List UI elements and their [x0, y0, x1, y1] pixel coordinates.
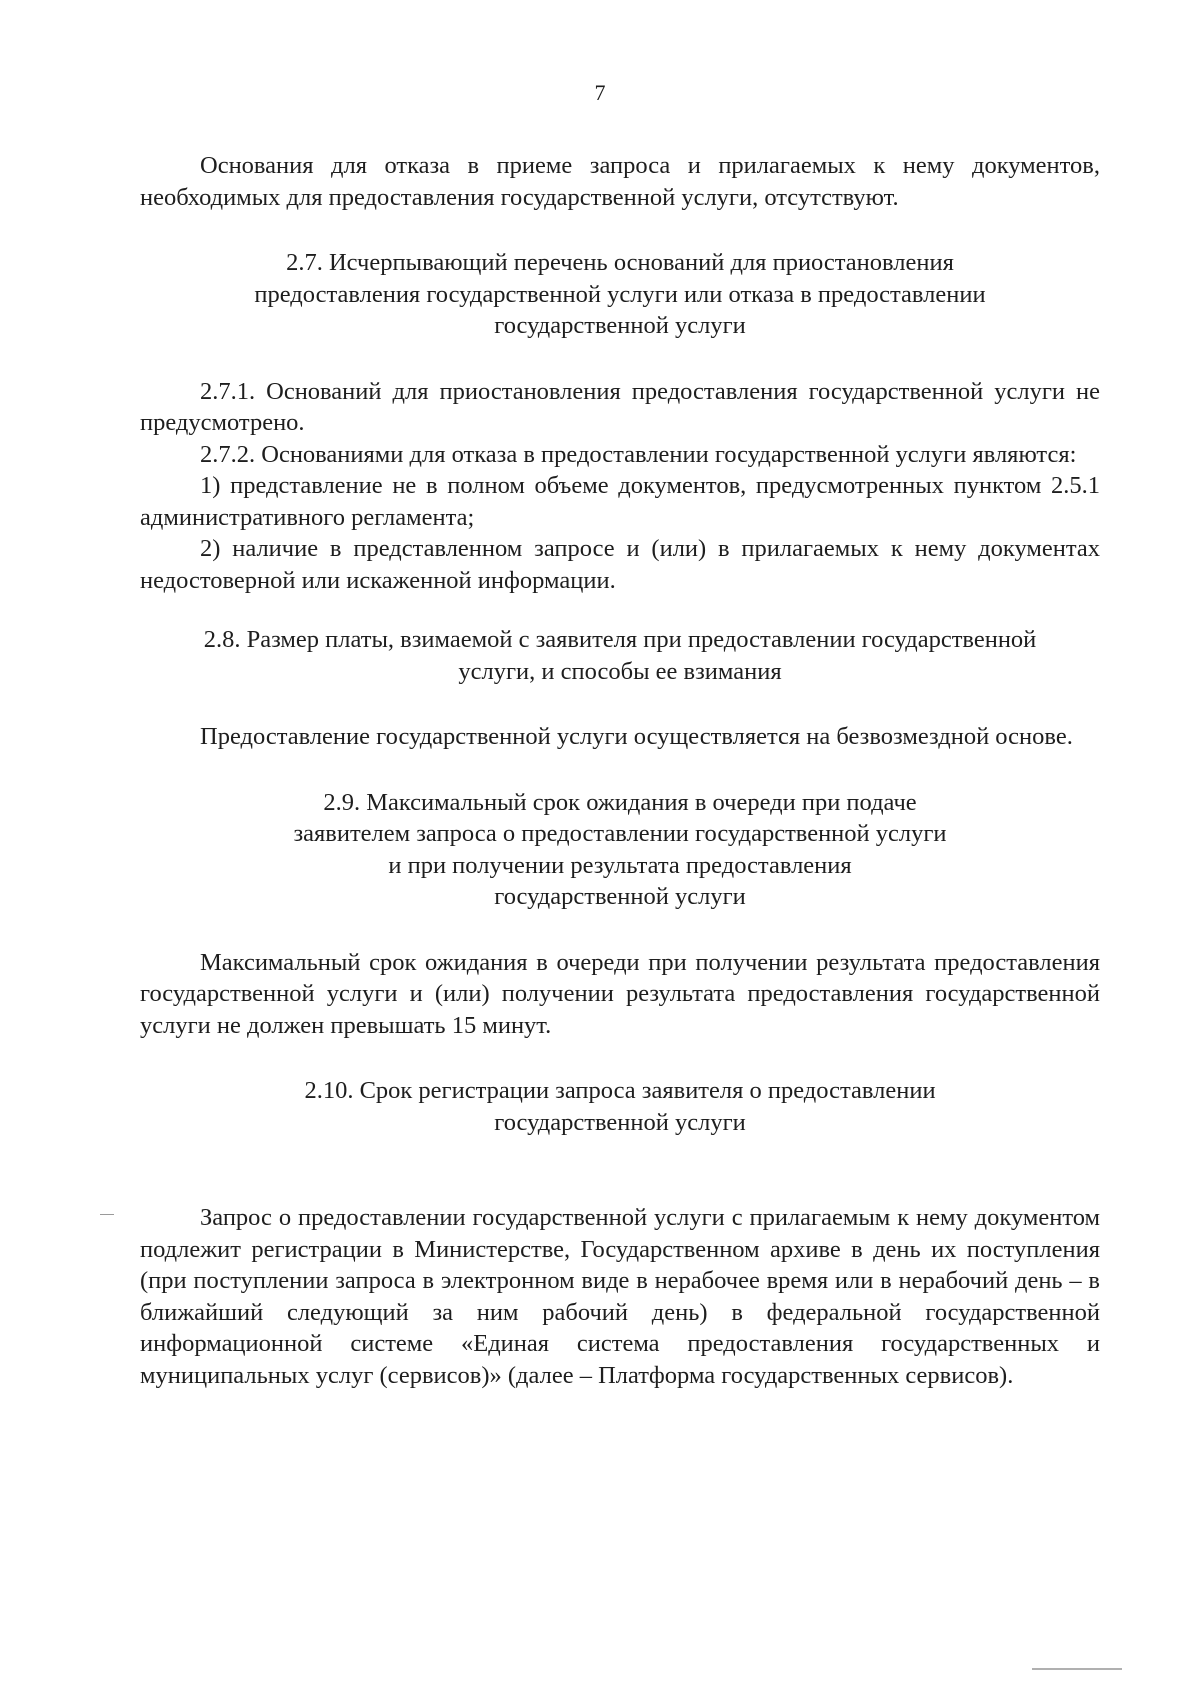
heading-line: 2.7. Исчерпывающий перечень оснований для приостановления: [286, 249, 954, 276]
list-item-1: 1) представление не в полном объеме документов, предусмотренных пунктом 2.5.1 административного регламента;: [140, 472, 1100, 531]
heading-line: государственной услуги: [494, 1108, 746, 1136]
paragraph-registration: Запрос о предоставлении государственной услуги с прилагаемым к нему документом подлежит регистрации в Министерстве, Государственном архиве в день их поступления (при поступлении запроса в электронном виде в нерабочее время или в нерабочий день – в ближайший следующий за ним рабочий день) в федеральной государственной информационной системе «Единая система предоставления государственных и муниципальных услуг (сервисов)» (далее – Платформа государственных сервисов).: [140, 1204, 1100, 1389]
scan-edge-mark: [1032, 1668, 1122, 1670]
heading-line: и при получении результата предоставления: [388, 851, 852, 879]
heading-line: 2.8. Размер платы, взимаемой с заявителя при предоставлении государственной: [203, 626, 1037, 653]
heading-line: государственной услуги: [494, 312, 746, 339]
heading-line: 2.10. Срок регистрации запроса заявителя о предоставлении: [304, 1077, 936, 1104]
page-number: 7: [594, 80, 606, 105]
heading-line: услуги, и способы ее взимания: [458, 657, 782, 685]
paragraph-refusal-grounds: Основания для отказа в приеме запроса и прилагаемых к нему документов, необходимых для предоставления государственной услуги, отсутствуют.: [140, 152, 1100, 211]
section-heading-2-9: [140, 787, 1100, 913]
heading-line: государственной услуги: [494, 883, 746, 910]
paragraph-fee: Предоставление государственной услуги осуществляется на безвозмездной основе.: [200, 723, 1073, 750]
paragraph-2-7-2: 2.7.2. Основаниями для отказа в предоставлении государственной услуги являются:: [200, 440, 1077, 468]
heading-line: заявителем запроса о предоставлении государственной услуги: [293, 820, 947, 847]
margin-mark: [100, 1214, 114, 1215]
heading-line: 2.9. Максимальный срок ожидания в очереди при подаче: [323, 788, 917, 816]
heading-line: предоставления государственной услуги или отказа в предоставлении: [254, 280, 986, 308]
section-heading-2-7: [140, 247, 1100, 342]
paragraph-2-7-1: 2.7.1. Оснований для приостановления предоставления государственной услуги не предусмотрено.: [140, 377, 1100, 436]
section-heading-2-10: [140, 1075, 1100, 1138]
paragraph-queue-time: Максимальный срок ожидания в очереди при получении результата предоставления государственной услуги и (или) получении результата предоставления государственной услуги не должен превышать 15 минут.: [140, 948, 1100, 1039]
section-heading-2-8: [140, 624, 1100, 687]
document-body: [140, 150, 1100, 1391]
list-item-2: 2) наличие в представленном запросе и (или) в прилагаемых к нему документах недостоверной или искаженной информации.: [140, 535, 1100, 594]
